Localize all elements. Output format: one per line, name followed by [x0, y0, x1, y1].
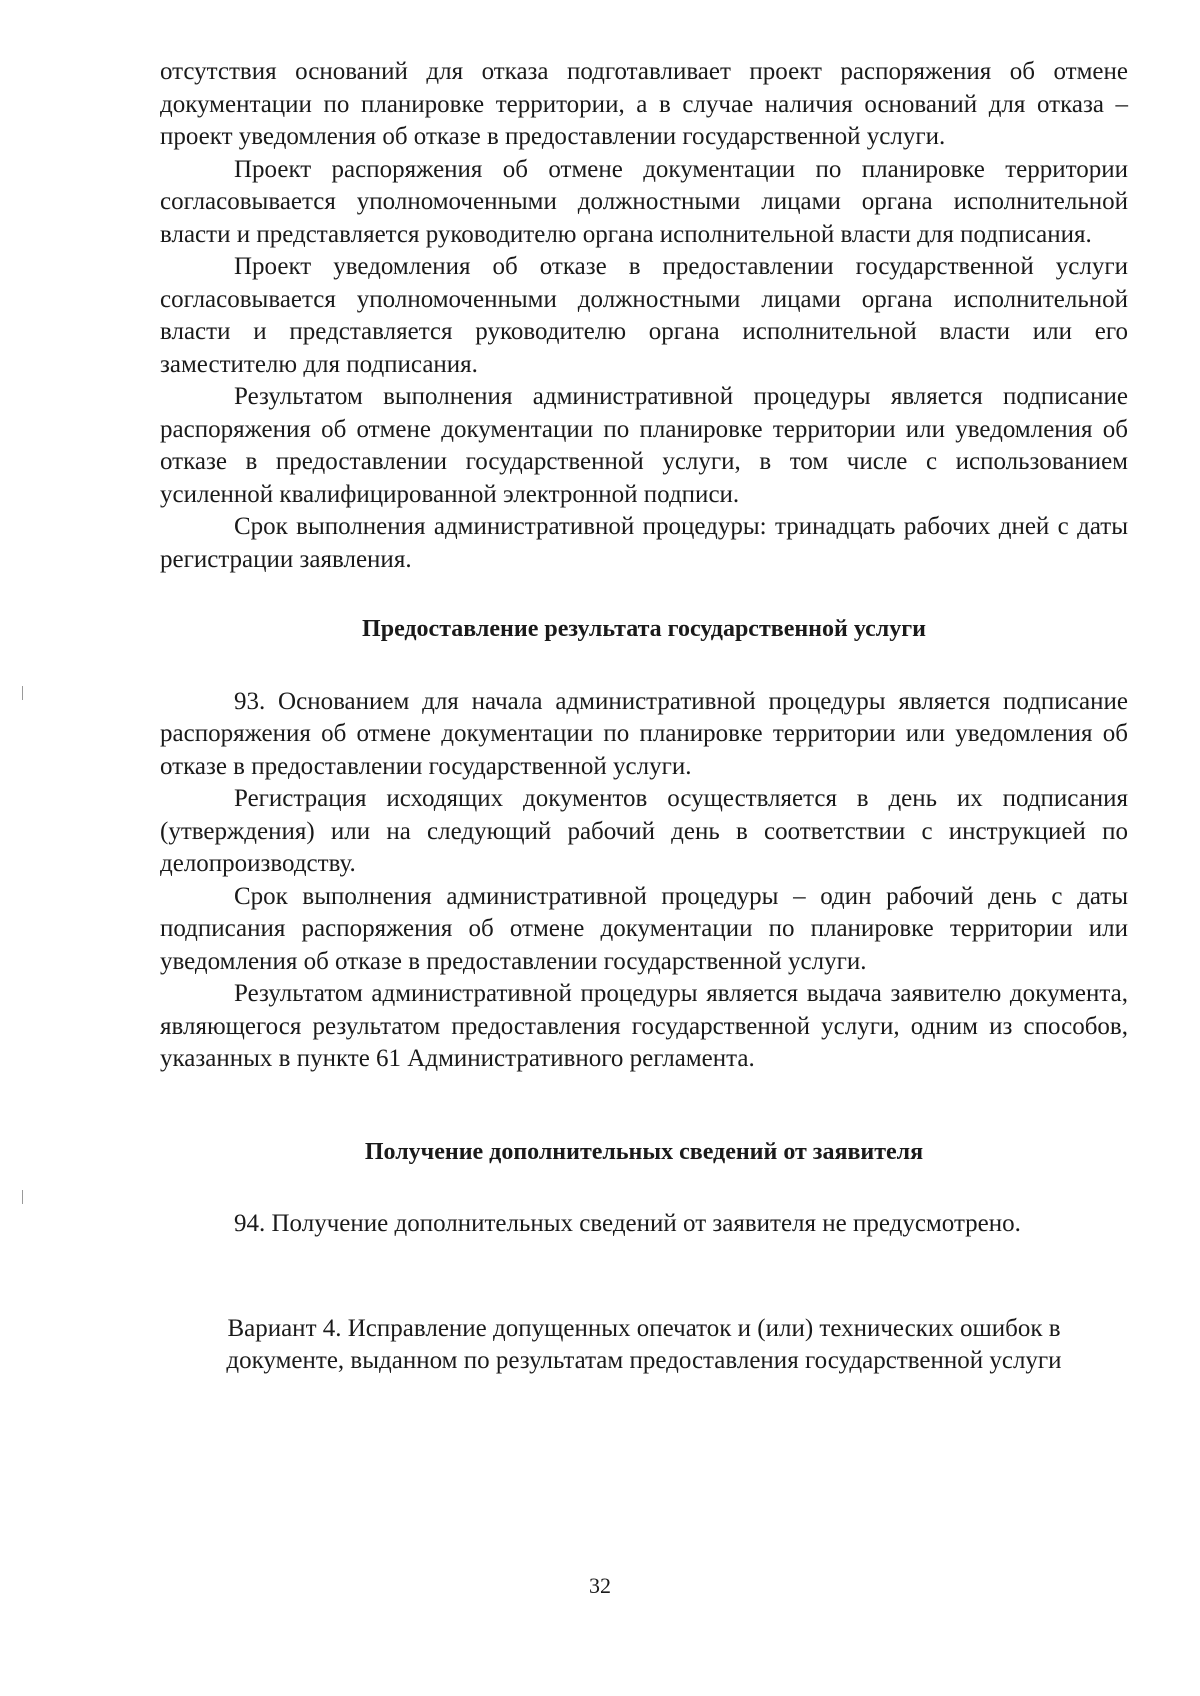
margin-mark: [22, 1190, 23, 1204]
paragraph: Результатом выполнения административной процедуры является подписание распоряжения об отмене документации по планировке территории или уведомления об отказе в предоставлении государственной услуги, в том числе с использованием усиленной квалифицированной электронной подписи.: [160, 383, 1128, 508]
paragraph-94: 94. Получение дополнительных сведений от заявителя не предусмотрено.: [234, 1210, 1021, 1237]
paragraph: Регистрация исходящих документов осуществляется в день их подписания (утверждения) или на следующий рабочий день в соответствии с инструкцией по делопроизводству.: [160, 785, 1128, 877]
paragraph: Срок выполнения административной процедуры – один рабочий день с даты подписания распоряжения об отмене документации по планировке территории или уведомления об отказе в предоставлении государственной услуги.: [160, 882, 1128, 975]
paragraph: Проект уведомления об отказе в предоставлении государственной услуги согласовывается уполномоченными должностными лицами органа исполнительной власти и представляется руководителю органа исполнительной власти или его заместителю для подписания.: [160, 253, 1128, 378]
paragraph: Срок выполнения административной процедуры: тринадцать рабочих дней с даты регистрации заявления.: [160, 513, 1128, 573]
page-number: 32: [589, 1573, 611, 1598]
paragraph: отсутствия оснований для отказа подготавливает проект распоряжения об отмене документации по планировке территории, а в случае наличия оснований для отказа – проект уведомления об отказе в предоставлении государственной услуги.: [160, 58, 1128, 150]
paragraph: Результатом административной процедуры является выдача заявителю документа, являющегося результатом предоставления государственной услуги, одним из способов, указанных в пункте 61 Административного регламента.: [160, 980, 1128, 1072]
section-heading-result: Предоставление результата государственной услуги: [362, 616, 926, 642]
paragraph-93: 93. Основанием для начала административной процедуры является подписание распоряжения об отмене документации по планировке территории или уведомления об отказе в предоставлении государственной услуги.: [160, 687, 1128, 780]
document-body: [160, 56, 1128, 1378]
margin-mark: [22, 686, 23, 700]
paragraph: Проект распоряжения об отмене документации по планировке территории согласовывается уполномоченными должностными лицами органа исполнительной власти и представляется руководителю органа исполнительной власти для подписания.: [160, 155, 1128, 248]
section-heading-additional-info: Получение дополнительных сведений от заявителя: [364, 1138, 924, 1165]
variant-title: Вариант 4. Исправление допущенных опечаток и (или) технических ошибок в документе, выданном по результатам предоставления государственной услуги: [226, 1314, 1062, 1374]
